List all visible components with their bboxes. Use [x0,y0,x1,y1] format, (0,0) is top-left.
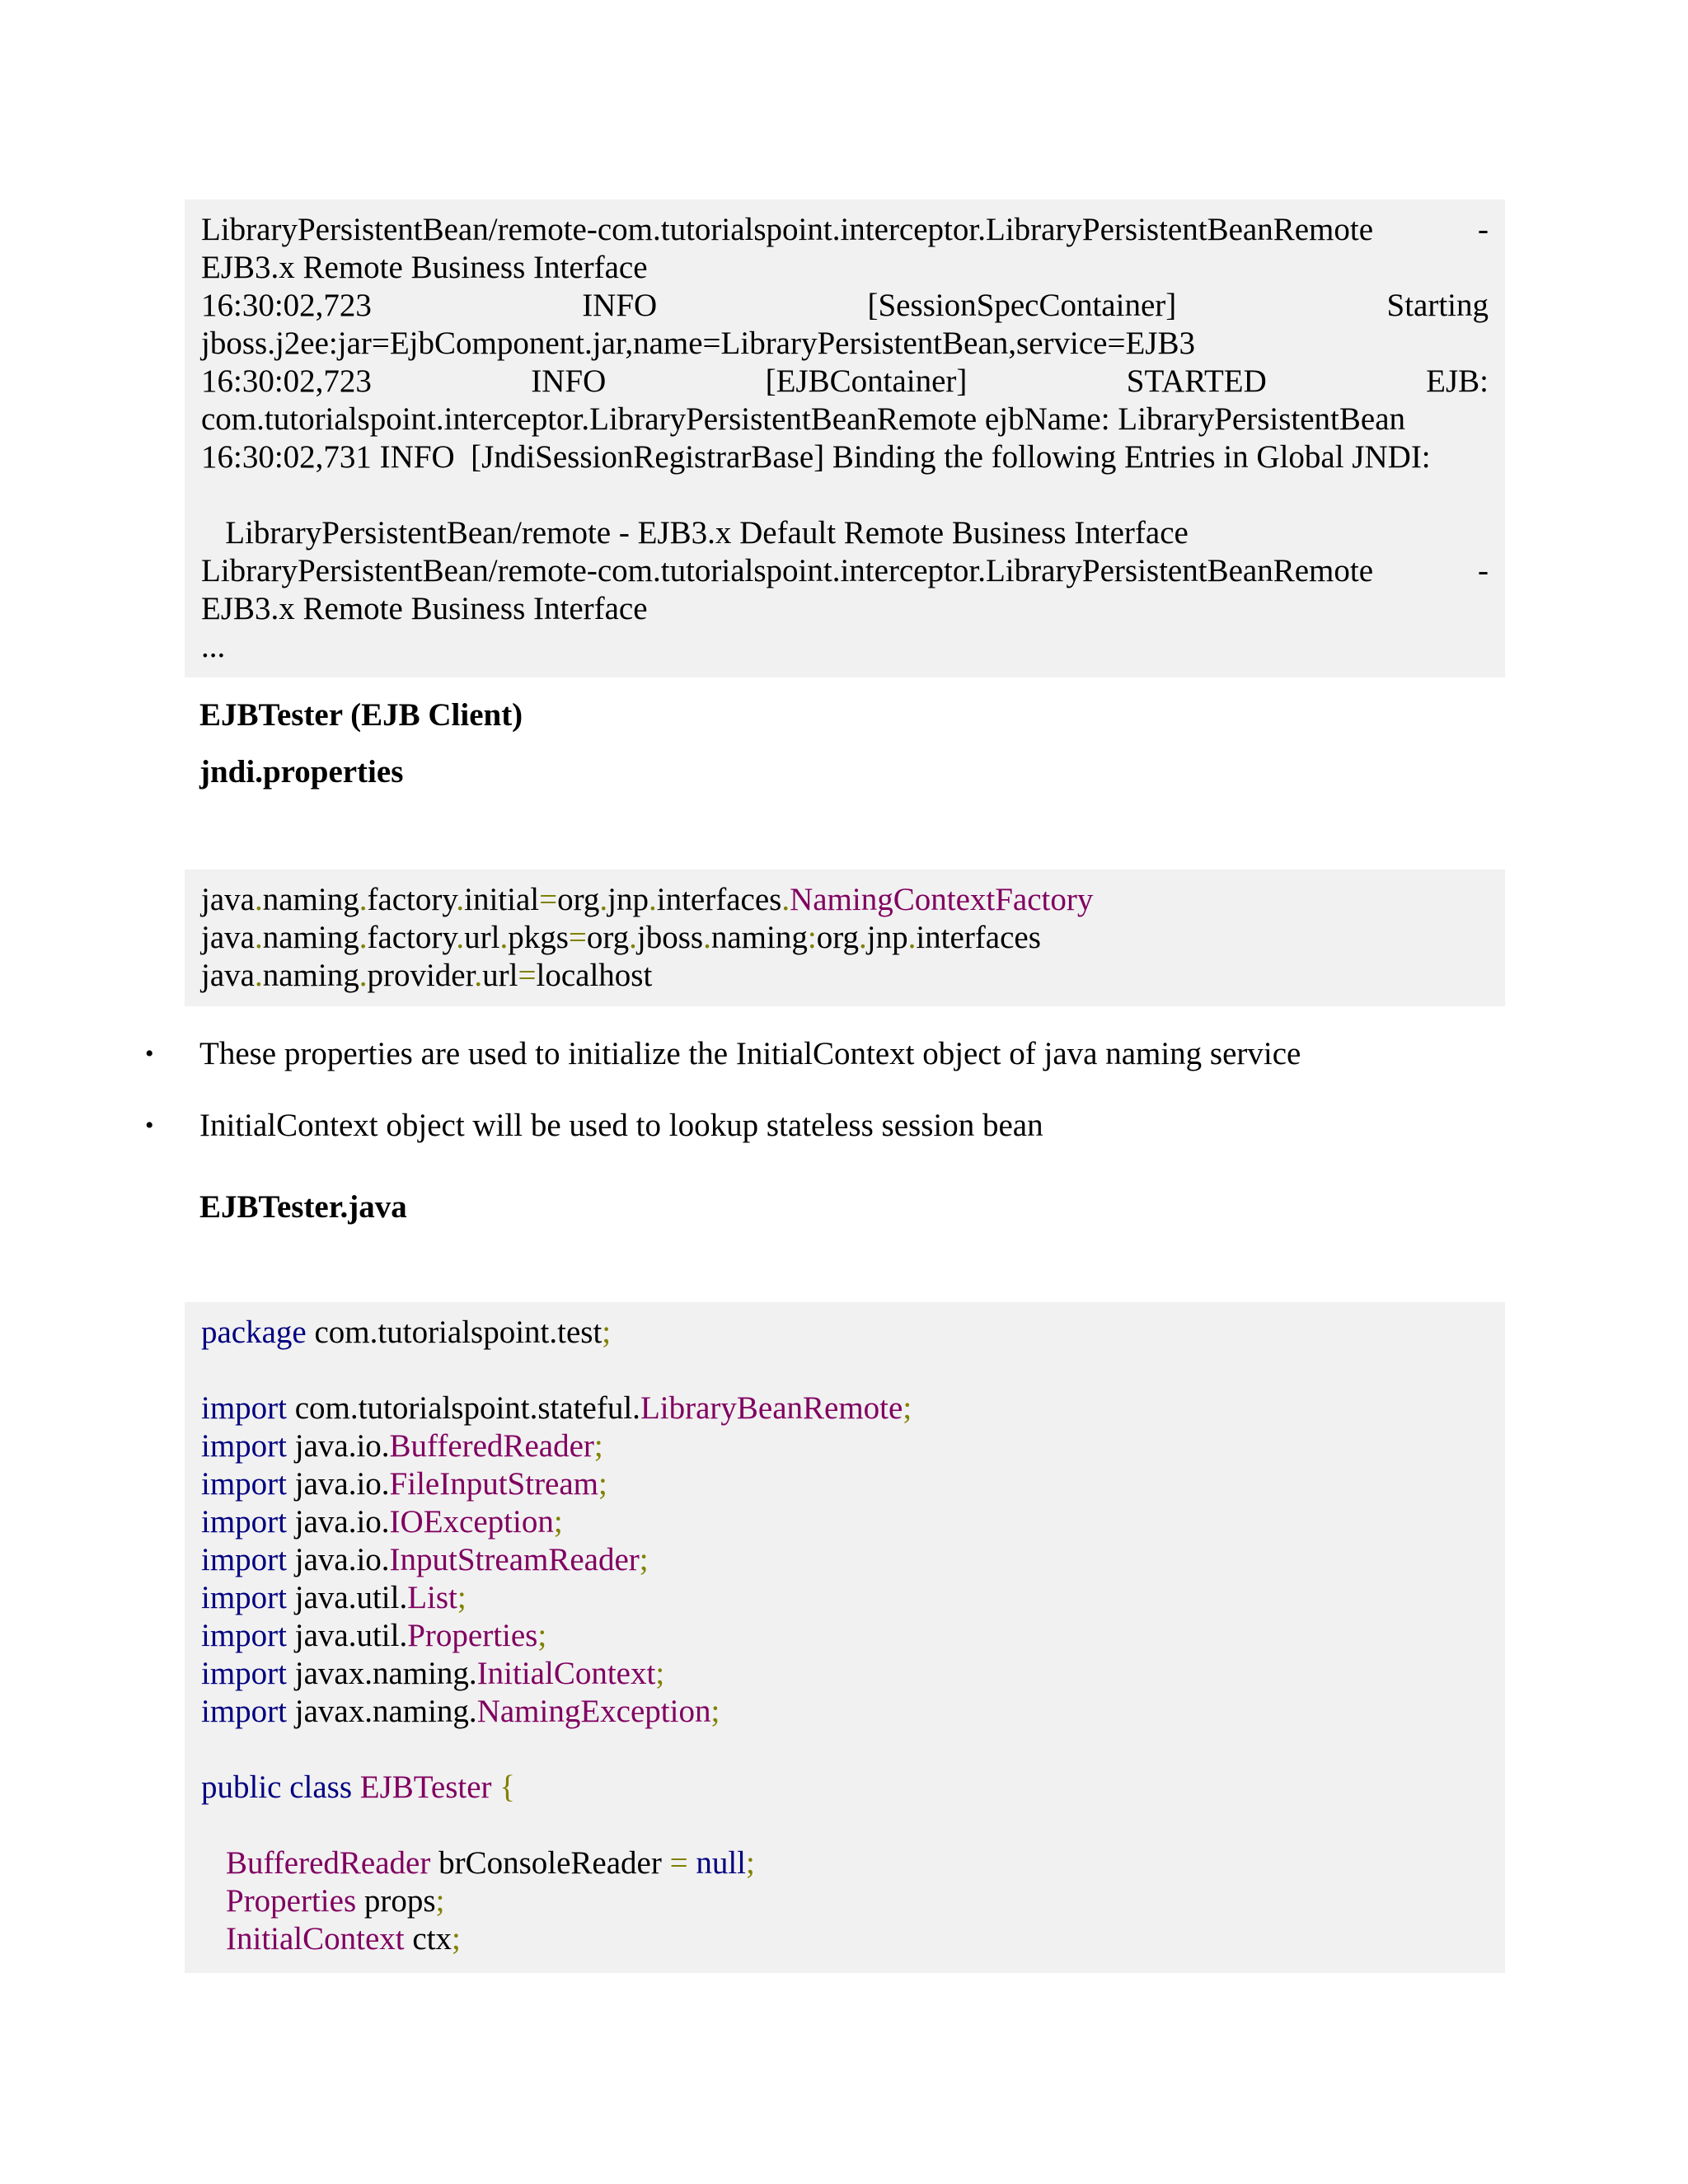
log-line: EJB3.x Remote Business Interface [201,591,648,626]
code-token: javax.naming. [287,1694,477,1729]
code-line [201,1465,1489,1503]
code-line [201,1503,1489,1541]
log-text: INFO [531,363,607,399]
code-token: ; [553,1504,563,1540]
code-token: InputStreamReader [389,1542,640,1577]
code-token: com.tutorialspoint.stateful. [287,1390,640,1426]
code-token: java [201,920,255,955]
log-text: Starting [1386,288,1489,323]
log-text: [EJBContainer] [765,363,968,399]
bullet-text: These properties are used to initialize the InitialContext object of java naming service [199,1036,1301,1071]
code-token: . [703,920,711,955]
code-token: = [568,920,587,955]
code-token: ; [903,1390,912,1426]
log-text: INFO [582,288,658,323]
code-line [201,1844,1489,1882]
section-heading-client: EJBTester (EJB Client) [199,697,523,733]
file-heading-ejbtester: EJBTester.java [199,1189,407,1225]
code-token: ; [435,1883,445,1919]
code-token: naming [262,958,359,993]
code-token: jboss [636,920,704,955]
code-token: ; [746,1845,755,1881]
blank-line [201,1352,1489,1390]
log-text: LibraryPersistentBean/remote-com.tutorialspoint.interceptor.LibraryPersistentBeanRemote [201,553,1374,588]
code-token: props [356,1883,436,1919]
code-token: ; [598,1466,607,1502]
code-token: BufferedReader [389,1428,594,1464]
blank-line [201,1807,1489,1844]
bullet-icon: • [145,1040,154,1067]
code-token: org [816,920,859,955]
code-token: import [201,1694,287,1729]
properties-code-block [185,869,1505,1006]
code-line [201,1541,1489,1579]
code-token: . [781,882,790,917]
log-line [201,552,1489,590]
code-line [201,1769,1489,1807]
code-token: . [456,882,465,917]
code-token: InitialContext [476,1656,656,1691]
code-token: ; [457,1580,467,1615]
code-token: IOException [389,1504,554,1540]
code-token: BufferedReader [226,1845,431,1881]
code-token: import [201,1428,287,1464]
code-line [201,1693,1489,1731]
code-token: jnp [607,882,649,917]
java-code-block [185,1302,1505,1973]
code-token: import [201,1390,287,1426]
code-token: naming [710,920,808,955]
code-token: package [201,1315,307,1350]
code-line [201,1427,1489,1465]
log-output-block [185,199,1505,677]
code-token: java.io. [287,1466,390,1502]
code-token: import [201,1504,287,1540]
code-token: . [254,958,263,993]
code-token: . [629,920,637,955]
property-line [201,919,1489,957]
code-line [201,1314,1489,1352]
code-token: java.io. [287,1542,390,1577]
code-token: . [474,958,483,993]
code-token: . [649,882,657,917]
code-token: java [201,958,255,993]
code-token: factory [367,920,457,955]
log-line [201,287,1489,325]
code-token: : [807,920,817,955]
code-token: org [586,920,630,955]
code-token: java.io. [287,1428,390,1464]
code-token: localhost [536,958,653,993]
code-token: import [201,1542,287,1577]
code-token: provider [367,958,475,993]
code-token: ; [537,1618,547,1653]
code-token: ; [710,1694,720,1729]
log-line: jboss.j2ee:jar=EjbComponent.jar,name=LibraryPersistentBean,service=EJB3 [201,326,1195,361]
code-token: ; [593,1428,603,1464]
log-text: - [1478,553,1489,588]
log-text: 16:30:02,723 [201,288,372,323]
code-line [201,1655,1489,1693]
property-line [201,881,1489,919]
log-line [201,363,1489,401]
code-token: . [859,920,867,955]
code-token: com.tutorialspoint.test [306,1315,603,1350]
code-token: java [201,882,255,917]
code-token: ctx [404,1921,452,1957]
code-line [201,1882,1489,1920]
code-token: pkgs [508,920,569,955]
code-token: . [359,958,368,993]
code-token: java.io. [287,1504,390,1540]
blank-line [201,1731,1489,1769]
code-line [201,1390,1489,1427]
code-token: ; [639,1542,649,1577]
code-token: { [491,1769,516,1805]
code-token: import [201,1618,287,1653]
log-text: [SessionSpecContainer] [867,288,1177,323]
log-text: LibraryPersistentBean/remote-com.tutorialspoint.interceptor.LibraryPersistentBeanRemote [201,212,1374,247]
log-text: EJB: [1426,363,1489,399]
code-token: . [359,882,368,917]
property-line [201,957,1489,995]
blank-line [201,476,1489,514]
code-token: url [482,958,518,993]
log-line: ... [201,629,226,664]
code-token: = [669,1845,688,1881]
code-token: jnp [866,920,908,955]
code-token: brConsoleReader [430,1845,670,1881]
code-token: . [254,882,263,917]
code-token: naming [262,882,359,917]
bullet-item [145,1107,1043,1145]
code-token: = [518,958,537,993]
code-token: java.util. [287,1618,408,1653]
bullet-item [145,1035,1301,1073]
code-token: ; [655,1656,665,1691]
log-line: LibraryPersistentBean/remote - EJB3.x Default Remote Business Interface [201,515,1189,551]
code-token: interfaces [916,920,1041,955]
code-token: factory [367,882,457,917]
code-token: FileInputStream [389,1466,599,1502]
log-line [201,211,1489,249]
code-token: import [201,1466,287,1502]
code-token: interfaces [656,882,782,917]
code-token: ; [602,1315,612,1350]
bullet-icon: • [145,1112,154,1139]
log-line: 16:30:02,731 INFO [JndiSessionRegistrarBase] Binding the following Entries in Global JNDI: [201,439,1431,475]
code-token: initial [464,882,540,917]
log-text: 16:30:02,723 [201,363,372,399]
code-token: java.util. [287,1580,408,1615]
log-text: STARTED [1126,363,1267,399]
code-token: naming [262,920,359,955]
code-token: . [599,882,608,917]
code-line [201,1920,1489,1958]
code-token: public class [201,1769,353,1805]
code-token: url [464,920,500,955]
log-line: EJB3.x Remote Business Interface [201,250,648,285]
code-token: Properties [226,1883,357,1919]
code-token: . [254,920,263,955]
code-token: import [201,1580,287,1615]
code-token: = [539,882,558,917]
code-token: import [201,1656,287,1691]
code-token: . [359,920,368,955]
code-token: LibraryBeanRemote [640,1390,903,1426]
code-token: ; [452,1921,461,1957]
code-token: org [557,882,600,917]
code-token: InitialContext [226,1921,405,1957]
code-line [201,1579,1489,1617]
bullet-text: InitialContext object will be used to lookup stateless session bean [199,1108,1043,1143]
code-token: List [407,1580,457,1615]
code-token: Properties [407,1618,538,1653]
code-token: EJBTester [352,1769,492,1805]
code-line [201,1617,1489,1655]
code-token: . [499,920,509,955]
code-token: NamingContextFactory [790,882,1094,917]
code-token: . [907,920,917,955]
file-heading-jndi: jndi.properties [199,754,404,790]
code-token: null [687,1845,747,1881]
code-token: javax.naming. [287,1656,477,1691]
code-token: NamingException [476,1694,711,1729]
code-token: . [456,920,465,955]
log-line: com.tutorialspoint.interceptor.LibraryPersistentBeanRemote ejbName: LibraryPersistentBean [201,401,1406,437]
log-text: - [1478,212,1489,247]
